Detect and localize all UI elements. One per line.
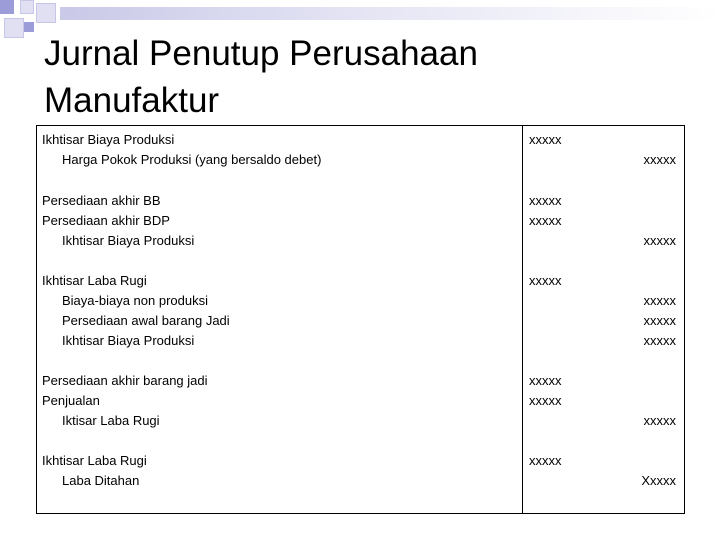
- page-title-line-2: Manufaktur: [44, 81, 220, 120]
- debit-amount: xxxxx: [529, 213, 562, 228]
- decorative-square-4: [4, 18, 24, 38]
- account-name: Harga Pokok Produksi (yang bersaldo debet): [62, 152, 322, 167]
- debit-amount: xxxxx: [529, 273, 562, 288]
- credit-amount: xxxxx: [643, 333, 676, 348]
- journal-row: [37, 311, 684, 331]
- decorative-header-bar: [60, 7, 720, 20]
- account-name: Ikhtisar Biaya Produksi: [42, 132, 175, 147]
- page-title-line-1: Jurnal Penutup Perusahaan: [44, 34, 478, 73]
- account-name: Persediaan akhir BB: [42, 193, 161, 208]
- journal-row: [37, 331, 684, 351]
- decorative-square-2: [20, 0, 34, 14]
- decorative-square-3: [36, 3, 56, 23]
- journal-row: [37, 211, 684, 231]
- debit-amount: xxxxx: [529, 132, 562, 147]
- account-name: Ikhtisar Biaya Produksi: [62, 333, 195, 348]
- journal-row: [37, 271, 684, 291]
- credit-amount: xxxxx: [643, 293, 676, 308]
- credit-amount: xxxxx: [643, 152, 676, 167]
- debit-amount: xxxxx: [529, 373, 562, 388]
- credit-amount: xxxxx: [643, 313, 676, 328]
- account-name: Persediaan akhir BDP: [42, 213, 170, 228]
- debit-amount: xxxxx: [529, 393, 562, 408]
- journal-row: [37, 451, 684, 471]
- account-name: Penjualan: [42, 393, 100, 408]
- journal-row: [37, 471, 684, 491]
- journal-row: [37, 191, 684, 211]
- journal-row: [37, 150, 684, 170]
- debit-amount: xxxxx: [529, 193, 562, 208]
- page-title: [44, 30, 684, 124]
- journal-table: [36, 125, 685, 514]
- journal-row: [37, 411, 684, 431]
- account-name: Persediaan akhir barang jadi: [42, 373, 208, 388]
- account-name: Ikhtisar Laba Rugi: [42, 273, 147, 288]
- debit-amount: xxxxx: [529, 453, 562, 468]
- journal-row: [37, 130, 684, 150]
- credit-amount: xxxxx: [643, 233, 676, 248]
- account-name: Biaya-biaya non produksi: [62, 293, 208, 308]
- account-name: Ikhtisar Biaya Produksi: [62, 233, 195, 248]
- decorative-square-1: [0, 0, 14, 14]
- account-name: Ikhtisar Laba Rugi: [42, 453, 147, 468]
- account-name: Iktisar Laba Rugi: [62, 413, 160, 428]
- journal-row: [37, 391, 684, 411]
- journal-row: [37, 291, 684, 311]
- account-name: Laba Ditahan: [62, 473, 140, 488]
- journal-row: [37, 371, 684, 391]
- account-name: Persediaan awal barang Jadi: [62, 313, 230, 328]
- credit-amount: xxxxx: [643, 413, 676, 428]
- journal-row: [37, 231, 684, 251]
- decorative-square-5: [24, 22, 34, 32]
- credit-amount: Xxxxx: [641, 473, 676, 488]
